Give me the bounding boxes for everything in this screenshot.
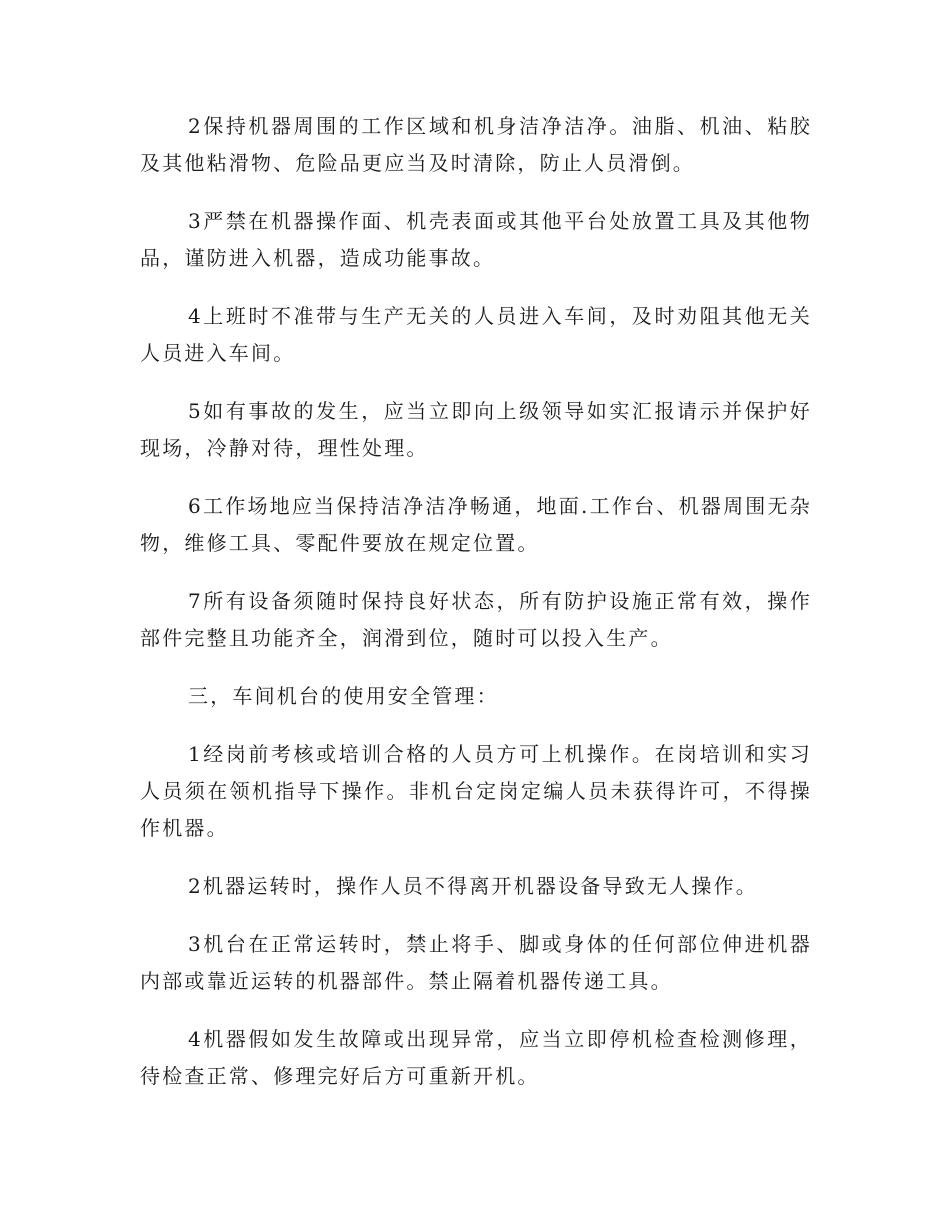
- paragraph-machine-rule-1-training: 1经岗前考核或培训合格的人员方可上机操作。在岗培训和实习人员须在领机指导下操作。非机台定岗定编人员未获得许可，不得操作机器。: [140, 742, 812, 840]
- paragraph-machine-rule-3-body-parts: 3机台在正常运转时，禁止将手、脚或身体的任何部位伸进机器内部或靠近运转的机器部件。禁止隔着机器传递工具。: [140, 932, 812, 993]
- paragraph-rule-6-workplace: 6工作场地应当保持洁净洁净畅通，地面.工作台、机器周围无杂物，维修工具、零配件要放在规定位置。: [140, 494, 812, 555]
- paragraph-rule-5-accidents: 5如有事故的发生，应当立即向上级领导如实汇报请示并保护好现场，冷静对待，理性处理。: [140, 399, 812, 460]
- paragraph-rule-7-equipment: 7所有设备须随时保持良好状态，所有防护设施正常有效，操作部件完整且功能齐全，润滑到位，随时可以投入生产。: [140, 589, 812, 650]
- paragraph-machine-rule-2-attendance: 2机器运转时，操作人员不得离开机器设备导致无人操作。: [188, 874, 758, 898]
- document-body: [140, 108, 812, 1116]
- section-heading-machine-safety: 三，车间机台的使用安全管理：: [188, 684, 499, 708]
- paragraph-rule-3-no-tools: 3严禁在机器操作面、机壳表面或其他平台处放置工具及其他物品，谨防进入机器，造成功能事故。: [140, 209, 812, 270]
- paragraph-rule-2-cleanliness: 2保持机器周围的工作区域和机身洁净洁净。油脂、机油、粘胶及其他粘滑物、危险品更应当及时清除，防止人员滑倒。: [140, 114, 812, 175]
- paragraph-rule-4-no-visitors: 4上班时不准带与生产无关的人员进入车间，及时劝阻其他无关人员进入车间。: [140, 304, 812, 365]
- paragraph-machine-rule-4-faults: 4机器假如发生故障或出现异常，应当立即停机检查检测修理，待检查正常、修理完好后方可重新开机。: [140, 1027, 812, 1088]
